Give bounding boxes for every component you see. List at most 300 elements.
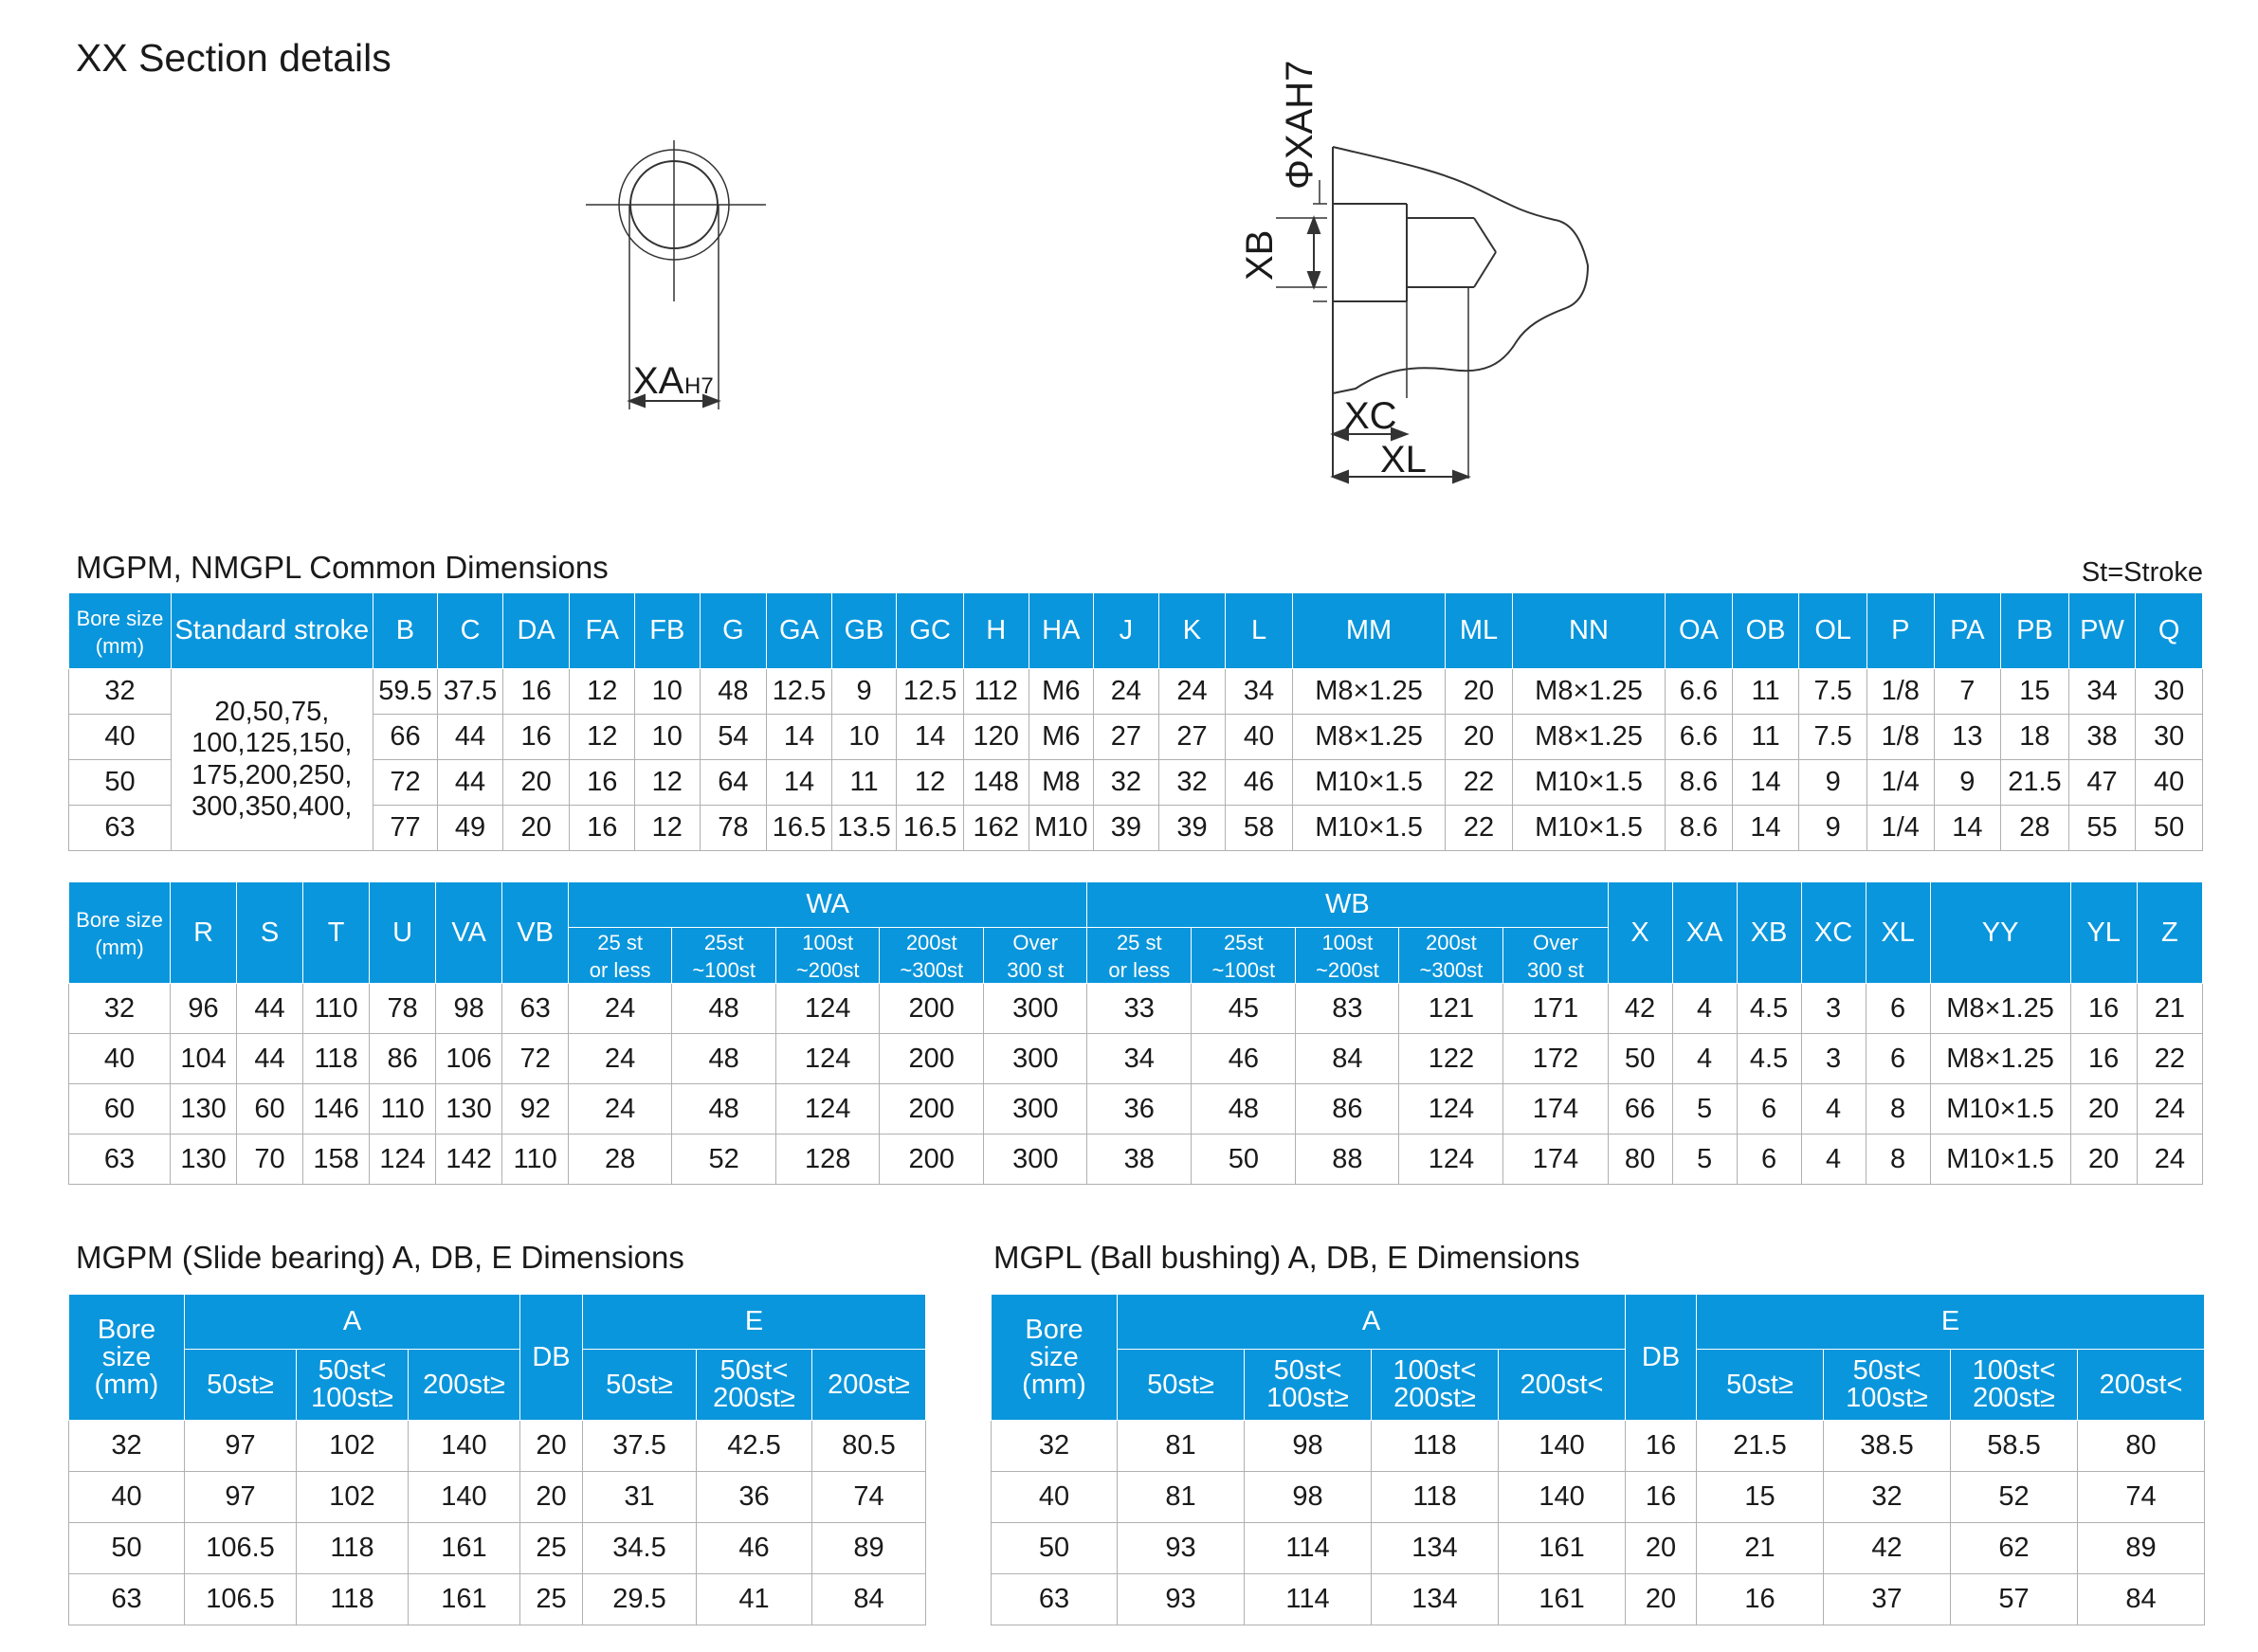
value-cell: M6 xyxy=(1029,669,1094,715)
table-header-row xyxy=(69,593,2203,669)
value-cell: 130 xyxy=(436,1084,502,1135)
value-cell: 11 xyxy=(1732,669,1799,715)
value-cell: 16 xyxy=(502,715,570,760)
value-cell: 16 xyxy=(2070,984,2137,1034)
table-row xyxy=(992,1472,2205,1523)
bore-cell: 50 xyxy=(69,1523,185,1574)
value-cell: 22 xyxy=(1446,806,1513,851)
a-sub-header: 50st≥ xyxy=(185,1350,297,1421)
xc-label: XC xyxy=(1344,395,1397,437)
value-cell: 20 xyxy=(1626,1523,1697,1574)
value-cell: 12 xyxy=(570,715,635,760)
column-header: VA xyxy=(436,882,502,984)
value-cell: 14 xyxy=(1732,760,1799,806)
value-cell: 118 xyxy=(1372,1472,1499,1523)
wa-sub-header: 25 st or less xyxy=(569,928,672,984)
table-row xyxy=(69,715,2203,760)
wa-sub-header: 100st ~200st xyxy=(776,928,880,984)
value-cell: 33 xyxy=(1087,984,1192,1034)
a-group-header: A xyxy=(185,1295,520,1350)
value-cell: M10×1.5 xyxy=(1930,1135,2070,1185)
value-cell: 114 xyxy=(1245,1574,1372,1625)
column-header: OB xyxy=(1732,593,1799,669)
value-cell: 20 xyxy=(520,1472,583,1523)
value-cell: 10 xyxy=(635,669,701,715)
bore-cell: 50 xyxy=(69,760,172,806)
value-cell: 200 xyxy=(880,1135,984,1185)
e-sub-header: 50st≥ xyxy=(583,1350,697,1421)
value-cell: 110 xyxy=(303,984,370,1034)
value-cell: 81 xyxy=(1118,1472,1245,1523)
value-cell: 34 xyxy=(2068,669,2136,715)
value-cell: 42 xyxy=(1608,984,1672,1034)
value-cell: 49 xyxy=(438,806,503,851)
value-cell: 32 xyxy=(1094,760,1159,806)
value-cell: 42 xyxy=(1824,1523,1951,1574)
value-cell: M10×1.5 xyxy=(1512,806,1665,851)
value-cell: 29.5 xyxy=(583,1574,697,1625)
value-cell: 21 xyxy=(1697,1523,1824,1574)
value-cell: 21.5 xyxy=(2001,760,2069,806)
value-cell: 46 xyxy=(697,1523,812,1574)
value-cell: 59.5 xyxy=(373,669,438,715)
value-cell: 12 xyxy=(570,669,635,715)
value-cell: 300 xyxy=(984,1084,1087,1135)
value-cell: 13 xyxy=(1934,715,2001,760)
column-header: X xyxy=(1608,882,1672,984)
value-cell: 140 xyxy=(409,1421,520,1472)
value-cell: 39 xyxy=(1158,806,1226,851)
value-cell: 118 xyxy=(297,1574,409,1625)
value-cell: 38.5 xyxy=(1824,1421,1951,1472)
value-cell: 161 xyxy=(409,1574,520,1625)
value-cell: 106 xyxy=(436,1034,502,1084)
column-header: PB xyxy=(2001,593,2069,669)
section-drawing xyxy=(0,0,2258,512)
value-cell: 171 xyxy=(1503,984,1608,1034)
value-cell: 78 xyxy=(700,806,767,851)
wa-group-header: WA xyxy=(569,882,1087,928)
column-header: ML xyxy=(1446,593,1513,669)
value-cell: 88 xyxy=(1296,1135,1399,1185)
value-cell: 140 xyxy=(1499,1421,1626,1472)
value-cell: 37 xyxy=(1824,1574,1951,1625)
table-row xyxy=(69,1135,2203,1185)
value-cell: 15 xyxy=(1697,1472,1824,1523)
value-cell: 34 xyxy=(1226,669,1293,715)
value-cell: 40 xyxy=(1226,715,1293,760)
value-cell: 72 xyxy=(373,760,438,806)
e-sub-header: 50st≥ xyxy=(1697,1350,1824,1421)
value-cell: 48 xyxy=(672,1084,776,1135)
standard-stroke-header: Standard stroke xyxy=(171,593,373,669)
value-cell: 24 xyxy=(569,1084,672,1135)
bore-cell: 40 xyxy=(69,1034,171,1084)
value-cell: M8×1.25 xyxy=(1930,984,2070,1034)
column-header: U xyxy=(370,882,436,984)
bore-cell: 50 xyxy=(992,1523,1118,1574)
value-cell: 7 xyxy=(1934,669,2001,715)
value-cell: 78 xyxy=(370,984,436,1034)
column-header: K xyxy=(1158,593,1226,669)
hole-profile-view xyxy=(1276,147,1588,482)
column-header: P xyxy=(1866,593,1934,669)
column-header: FA xyxy=(570,593,635,669)
value-cell: 134 xyxy=(1372,1574,1499,1625)
value-cell: 6 xyxy=(1866,1034,1930,1084)
value-cell: 130 xyxy=(171,1135,237,1185)
column-header: PA xyxy=(1934,593,2001,669)
bore-cell: 32 xyxy=(69,1421,185,1472)
value-cell: 60 xyxy=(237,1084,303,1135)
wa-sub-header: Over 300 st xyxy=(984,928,1087,984)
value-cell: 34.5 xyxy=(583,1523,697,1574)
e-group-header: E xyxy=(583,1295,926,1350)
bore-cell: 32 xyxy=(69,669,172,715)
bore-size-header: Bore size (mm) xyxy=(992,1295,1118,1421)
value-cell: 11 xyxy=(1732,715,1799,760)
value-cell: 48 xyxy=(700,669,767,715)
value-cell: 112 xyxy=(963,669,1029,715)
column-header: NN xyxy=(1512,593,1665,669)
table-header-row xyxy=(992,1295,2205,1350)
value-cell: 20 xyxy=(2070,1135,2137,1185)
value-cell: 104 xyxy=(171,1034,237,1084)
value-cell: 16 xyxy=(2070,1034,2137,1084)
value-cell: 24 xyxy=(569,984,672,1034)
value-cell: 10 xyxy=(635,715,701,760)
value-cell: 3 xyxy=(1801,984,1866,1034)
table-row xyxy=(69,984,2203,1034)
value-cell: 114 xyxy=(1245,1523,1372,1574)
table-subheader-row xyxy=(69,1350,926,1421)
value-cell: 158 xyxy=(303,1135,370,1185)
bore-cell: 40 xyxy=(69,1472,185,1523)
table-subheader-row xyxy=(992,1350,2205,1421)
value-cell: 16 xyxy=(570,806,635,851)
value-cell: 55 xyxy=(2068,806,2136,851)
wa-sub-header: 200st ~300st xyxy=(880,928,984,984)
ball-bushing-table xyxy=(991,1294,2205,1625)
common-dimensions-table xyxy=(68,592,2203,851)
value-cell: 74 xyxy=(2078,1472,2205,1523)
standard-stroke-cell: 20,50,75, 100,125,150, 175,200,250, 300,350,400, xyxy=(171,669,373,851)
secondary-dimensions-table xyxy=(68,881,2203,1185)
value-cell: 8.6 xyxy=(1666,806,1733,851)
value-cell: 15 xyxy=(2001,669,2069,715)
value-cell: 6 xyxy=(1737,1135,1801,1185)
bore-cell: 63 xyxy=(69,1135,171,1185)
value-cell: 14 xyxy=(767,760,832,806)
value-cell: 12.5 xyxy=(767,669,832,715)
column-header: FB xyxy=(635,593,701,669)
value-cell: 24 xyxy=(2137,1135,2202,1185)
table-row xyxy=(69,669,2203,715)
column-header: S xyxy=(237,882,303,984)
value-cell: 46 xyxy=(1226,760,1293,806)
value-cell: 32 xyxy=(1158,760,1226,806)
bore-cell: 63 xyxy=(992,1574,1118,1625)
value-cell: 44 xyxy=(438,715,503,760)
value-cell: 97 xyxy=(185,1421,297,1472)
phi-xa-label: ΦXAH7 xyxy=(1279,60,1320,190)
value-cell: 110 xyxy=(502,1135,569,1185)
value-cell: 20 xyxy=(502,760,570,806)
value-cell: 84 xyxy=(2078,1574,2205,1625)
value-cell: 92 xyxy=(502,1084,569,1135)
value-cell: 42.5 xyxy=(697,1421,812,1472)
value-cell: 50 xyxy=(1192,1135,1296,1185)
value-cell: 93 xyxy=(1118,1523,1245,1574)
value-cell: 9 xyxy=(1799,806,1867,851)
column-header: XA xyxy=(1672,882,1737,984)
value-cell: 102 xyxy=(297,1421,409,1472)
value-cell: 20 xyxy=(1446,669,1513,715)
value-cell: 106.5 xyxy=(185,1523,297,1574)
a-sub-header: 50st≥ xyxy=(1118,1350,1245,1421)
e-sub-header: 50st< 100st≥ xyxy=(1824,1350,1951,1421)
value-cell: 98 xyxy=(1245,1421,1372,1472)
stroke-note: St=Stroke xyxy=(2081,557,2203,588)
column-header: GA xyxy=(767,593,832,669)
value-cell: 22 xyxy=(1446,760,1513,806)
a-sub-header: 50st< 100st≥ xyxy=(297,1350,409,1421)
common-dimensions-title: MGPM, NMGPL Common Dimensions xyxy=(76,550,609,585)
value-cell: 44 xyxy=(438,760,503,806)
wb-sub-header: 100st ~200st xyxy=(1296,928,1399,984)
bore-size-header: Bore size (mm) xyxy=(69,882,171,984)
value-cell: M8×1.25 xyxy=(1930,1034,2070,1084)
value-cell: 98 xyxy=(436,984,502,1034)
value-cell: 140 xyxy=(1499,1472,1626,1523)
value-cell: M10×1.5 xyxy=(1292,806,1445,851)
value-cell: 80 xyxy=(1608,1135,1672,1185)
value-cell: 161 xyxy=(1499,1523,1626,1574)
value-cell: 18 xyxy=(2001,715,2069,760)
value-cell: 16 xyxy=(570,760,635,806)
wb-sub-header: Over 300 st xyxy=(1503,928,1608,984)
value-cell: 4 xyxy=(1801,1084,1866,1135)
value-cell: 9 xyxy=(831,669,897,715)
value-cell: 48 xyxy=(672,1034,776,1084)
page-title: XX Section details xyxy=(76,36,392,80)
ball-bushing-title: MGPL (Ball bushing) A, DB, E Dimensions xyxy=(993,1240,1580,1275)
column-header: YY xyxy=(1930,882,2070,984)
value-cell: 124 xyxy=(776,984,880,1034)
bore-cell: 60 xyxy=(69,1084,171,1135)
value-cell: 58 xyxy=(1226,806,1293,851)
value-cell: 161 xyxy=(409,1523,520,1574)
value-cell: 34 xyxy=(1087,1034,1192,1084)
value-cell: M8×1.25 xyxy=(1292,715,1445,760)
wb-sub-header: 25 st or less xyxy=(1087,928,1192,984)
value-cell: 38 xyxy=(2068,715,2136,760)
value-cell: 20 xyxy=(1446,715,1513,760)
value-cell: 134 xyxy=(1372,1523,1499,1574)
value-cell: 300 xyxy=(984,984,1087,1034)
value-cell: 37.5 xyxy=(438,669,503,715)
a-sub-header: 200st≥ xyxy=(409,1350,520,1421)
value-cell: 12.5 xyxy=(897,669,964,715)
value-cell: 172 xyxy=(1503,1034,1608,1084)
value-cell: 16 xyxy=(502,669,570,715)
column-header: XL xyxy=(1866,882,1930,984)
value-cell: 20 xyxy=(502,806,570,851)
value-cell: 14 xyxy=(1732,806,1799,851)
value-cell: 4 xyxy=(1672,1034,1737,1084)
column-header: GB xyxy=(831,593,897,669)
column-header: H xyxy=(963,593,1029,669)
value-cell: 14 xyxy=(1934,806,2001,851)
value-cell: 130 xyxy=(171,1084,237,1135)
column-header: Z xyxy=(2137,882,2202,984)
value-cell: M10 xyxy=(1029,806,1094,851)
value-cell: 72 xyxy=(502,1034,569,1084)
value-cell: 13.5 xyxy=(831,806,897,851)
bore-cell: 32 xyxy=(992,1421,1118,1472)
value-cell: 6 xyxy=(1737,1084,1801,1135)
value-cell: 20 xyxy=(2070,1084,2137,1135)
value-cell: 1/4 xyxy=(1866,806,1934,851)
value-cell: 200 xyxy=(880,1084,984,1135)
value-cell: 20 xyxy=(520,1421,583,1472)
value-cell: 24 xyxy=(1094,669,1159,715)
value-cell: 16 xyxy=(1626,1472,1697,1523)
value-cell: 7.5 xyxy=(1799,715,1867,760)
xb-label: XB xyxy=(1239,229,1281,281)
value-cell: 110 xyxy=(370,1084,436,1135)
value-cell: 32 xyxy=(1824,1472,1951,1523)
value-cell: 47 xyxy=(2068,760,2136,806)
value-cell: 14 xyxy=(767,715,832,760)
value-cell: 80.5 xyxy=(812,1421,926,1472)
value-cell: 200 xyxy=(880,1034,984,1084)
value-cell: 28 xyxy=(569,1135,672,1185)
column-header: PW xyxy=(2068,593,2136,669)
bore-cell: 63 xyxy=(69,1574,185,1625)
value-cell: M10×1.5 xyxy=(1292,760,1445,806)
column-header: XC xyxy=(1801,882,1866,984)
table-row xyxy=(69,1034,2203,1084)
value-cell: 31 xyxy=(583,1472,697,1523)
value-cell: 174 xyxy=(1503,1084,1608,1135)
value-cell: 16 xyxy=(1697,1574,1824,1625)
value-cell: 86 xyxy=(370,1034,436,1084)
value-cell: 5 xyxy=(1672,1084,1737,1135)
value-cell: 124 xyxy=(776,1034,880,1084)
value-cell: 25 xyxy=(520,1523,583,1574)
column-header: B xyxy=(373,593,438,669)
value-cell: 1/8 xyxy=(1866,715,1934,760)
table-row xyxy=(992,1574,2205,1625)
value-cell: 5 xyxy=(1672,1135,1737,1185)
column-header: MM xyxy=(1292,593,1445,669)
value-cell: 40 xyxy=(2136,760,2203,806)
value-cell: 77 xyxy=(373,806,438,851)
value-cell: 174 xyxy=(1503,1135,1608,1185)
bore-cell: 32 xyxy=(69,984,171,1034)
value-cell: 146 xyxy=(303,1084,370,1135)
table-row xyxy=(69,1472,926,1523)
value-cell: 41 xyxy=(697,1574,812,1625)
value-cell: 22 xyxy=(2137,1034,2202,1084)
a-sub-header: 100st< 200st≥ xyxy=(1372,1350,1499,1421)
value-cell: 12 xyxy=(635,760,701,806)
table-header-row xyxy=(69,1295,926,1350)
column-header: DA xyxy=(502,593,570,669)
column-header: YL xyxy=(2070,882,2137,984)
value-cell: 52 xyxy=(1951,1472,2078,1523)
value-cell: 124 xyxy=(370,1135,436,1185)
a-sub-header: 50st< 100st≥ xyxy=(1245,1350,1372,1421)
value-cell: 9 xyxy=(1934,760,2001,806)
value-cell: 121 xyxy=(1399,984,1503,1034)
column-header: HA xyxy=(1029,593,1094,669)
e-group-header: E xyxy=(1697,1295,2205,1350)
e-sub-header: 200st< xyxy=(2078,1350,2205,1421)
value-cell: 74 xyxy=(812,1472,926,1523)
value-cell: 58.5 xyxy=(1951,1421,2078,1472)
value-cell: 106.5 xyxy=(185,1574,297,1625)
value-cell: 4.5 xyxy=(1737,1034,1801,1084)
e-sub-header: 50st< 200st≥ xyxy=(697,1350,812,1421)
value-cell: 81 xyxy=(1118,1421,1245,1472)
value-cell: 44 xyxy=(237,984,303,1034)
bore-size-header: Bore size (mm) xyxy=(69,1295,185,1421)
column-header: R xyxy=(171,882,237,984)
value-cell: 142 xyxy=(436,1135,502,1185)
value-cell: 9 xyxy=(1799,760,1867,806)
value-cell: 102 xyxy=(297,1472,409,1523)
value-cell: 83 xyxy=(1296,984,1399,1034)
value-cell: 45 xyxy=(1192,984,1296,1034)
value-cell: 36 xyxy=(697,1472,812,1523)
value-cell: 12 xyxy=(635,806,701,851)
table-row xyxy=(69,1574,926,1625)
column-header: OA xyxy=(1666,593,1733,669)
value-cell: 20 xyxy=(1626,1574,1697,1625)
db-header: DB xyxy=(520,1295,583,1421)
value-cell: 63 xyxy=(502,984,569,1034)
value-cell: 70 xyxy=(237,1135,303,1185)
value-cell: 66 xyxy=(373,715,438,760)
value-cell: 6.6 xyxy=(1666,669,1733,715)
bore-cell: 40 xyxy=(992,1472,1118,1523)
value-cell: 24 xyxy=(569,1034,672,1084)
value-cell: 1/8 xyxy=(1866,669,1934,715)
value-cell: 300 xyxy=(984,1135,1087,1185)
value-cell: M8×1.25 xyxy=(1292,669,1445,715)
value-cell: 21.5 xyxy=(1697,1421,1824,1472)
value-cell: 24 xyxy=(1158,669,1226,715)
value-cell: 62 xyxy=(1951,1523,2078,1574)
value-cell: 11 xyxy=(831,760,897,806)
value-cell: 120 xyxy=(963,715,1029,760)
value-cell: 6 xyxy=(1866,984,1930,1034)
slide-bearing-table xyxy=(68,1294,926,1625)
value-cell: 89 xyxy=(2078,1523,2205,1574)
value-cell: 16.5 xyxy=(897,806,964,851)
value-cell: 48 xyxy=(672,984,776,1034)
value-cell: 57 xyxy=(1951,1574,2078,1625)
value-cell: 48 xyxy=(1192,1084,1296,1135)
bore-cell: 40 xyxy=(69,715,172,760)
table-row xyxy=(69,1523,926,1574)
value-cell: 124 xyxy=(776,1084,880,1135)
table-header-row xyxy=(69,882,2203,928)
value-cell: 27 xyxy=(1158,715,1226,760)
value-cell: 124 xyxy=(1399,1084,1503,1135)
